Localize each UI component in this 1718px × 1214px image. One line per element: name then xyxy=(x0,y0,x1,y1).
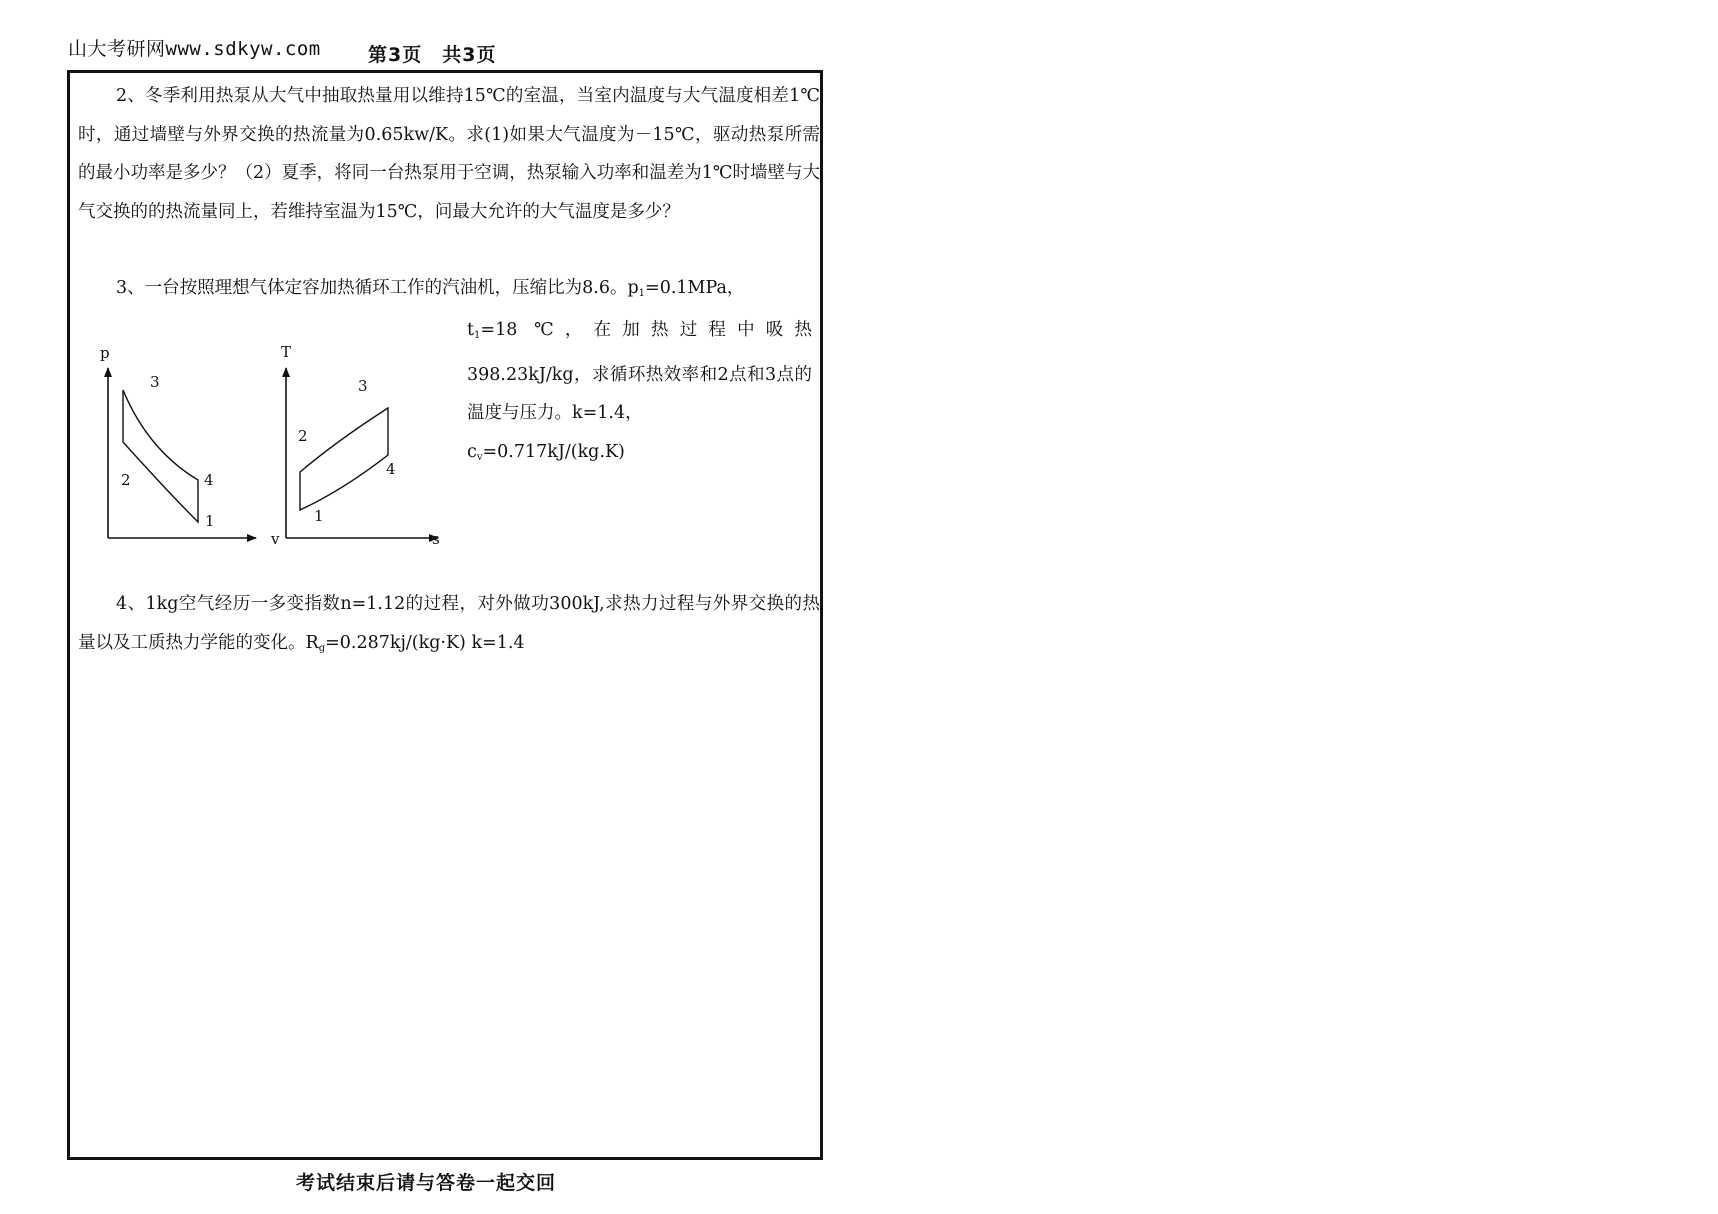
question-2-text: 2、冬季利用热泵从大气中抽取热量用以维持15℃的室温，当室内温度与大气温度相差1℃时，通过墙壁与外界交换的热流量为0.65kw/K。求(1)如果大气温度为－15℃，驱动热泵所需的最小功率是多少？（2）夏季，将同一台热泵用于空调，热泵输入功率和温差为1℃时墙壁与大气交换的的热流量同上，若维持室温为15℃，问最大允许的大气温度是多少？ xyxy=(78,86,820,222)
ts-cycle-path xyxy=(300,408,388,510)
ts-point-2: 2 xyxy=(298,427,308,445)
rg-subscript: g xyxy=(318,642,326,654)
pv-point-4: 4 xyxy=(204,471,214,489)
cv-value: =0.717kJ/(kg.K) xyxy=(482,441,625,462)
ts-y-label: T xyxy=(281,343,292,361)
header-page-number: 第3页 共3页 xyxy=(368,44,497,66)
question-4-constants: =0.287kj/(kg·K) k=1.4 xyxy=(325,632,525,653)
header-site: 山大考研网www.sdkyw.com xyxy=(68,38,321,60)
question-3-line1 xyxy=(78,269,820,314)
question-3-side-text xyxy=(467,311,812,477)
pv-cycle-path xyxy=(123,390,198,522)
ts-point-4: 4 xyxy=(386,460,396,478)
ts-point-1: 1 xyxy=(314,507,324,525)
cycle-diagrams xyxy=(88,330,448,550)
cv-symbol: c xyxy=(467,441,477,462)
pv-x-label: v xyxy=(271,530,280,548)
pv-point-3: 3 xyxy=(150,373,160,391)
t1-subscript: 1 xyxy=(474,330,481,341)
question-3-intro: 3、一台按照理想气体定容加热循环工作的汽油机，压缩比为8.6。p xyxy=(116,278,639,298)
ts-point-3: 3 xyxy=(358,377,368,395)
question-2 xyxy=(78,77,820,231)
cv-subscript: v xyxy=(476,451,483,463)
question-4 xyxy=(78,585,820,668)
t1-symbol: t xyxy=(467,320,475,340)
ts-diagram xyxy=(281,343,440,548)
footer-notice: 考试结束后请与答卷一起交回 xyxy=(296,1172,557,1194)
pv-point-1: 1 xyxy=(205,512,215,530)
question-3-body: =18 ℃，在加热过程中吸热398.23kJ/kg，求循环热效率和2点和3点的温度与压力。k=1.4， xyxy=(467,320,812,423)
pv-point-2: 2 xyxy=(121,471,131,489)
pv-y-label: p xyxy=(100,344,110,362)
p1-value: =0.1MPa， xyxy=(645,278,745,298)
question-4-text: 4、1kg空气经历一多变指数n=1.12的过程，对外做功300kJ,求热力过程与外界交换的热量以及工质热力学能的变化。R xyxy=(78,594,820,653)
p1-subscript: 1 xyxy=(638,288,646,299)
ts-x-label: s xyxy=(432,530,440,548)
pv-diagram xyxy=(100,344,280,548)
